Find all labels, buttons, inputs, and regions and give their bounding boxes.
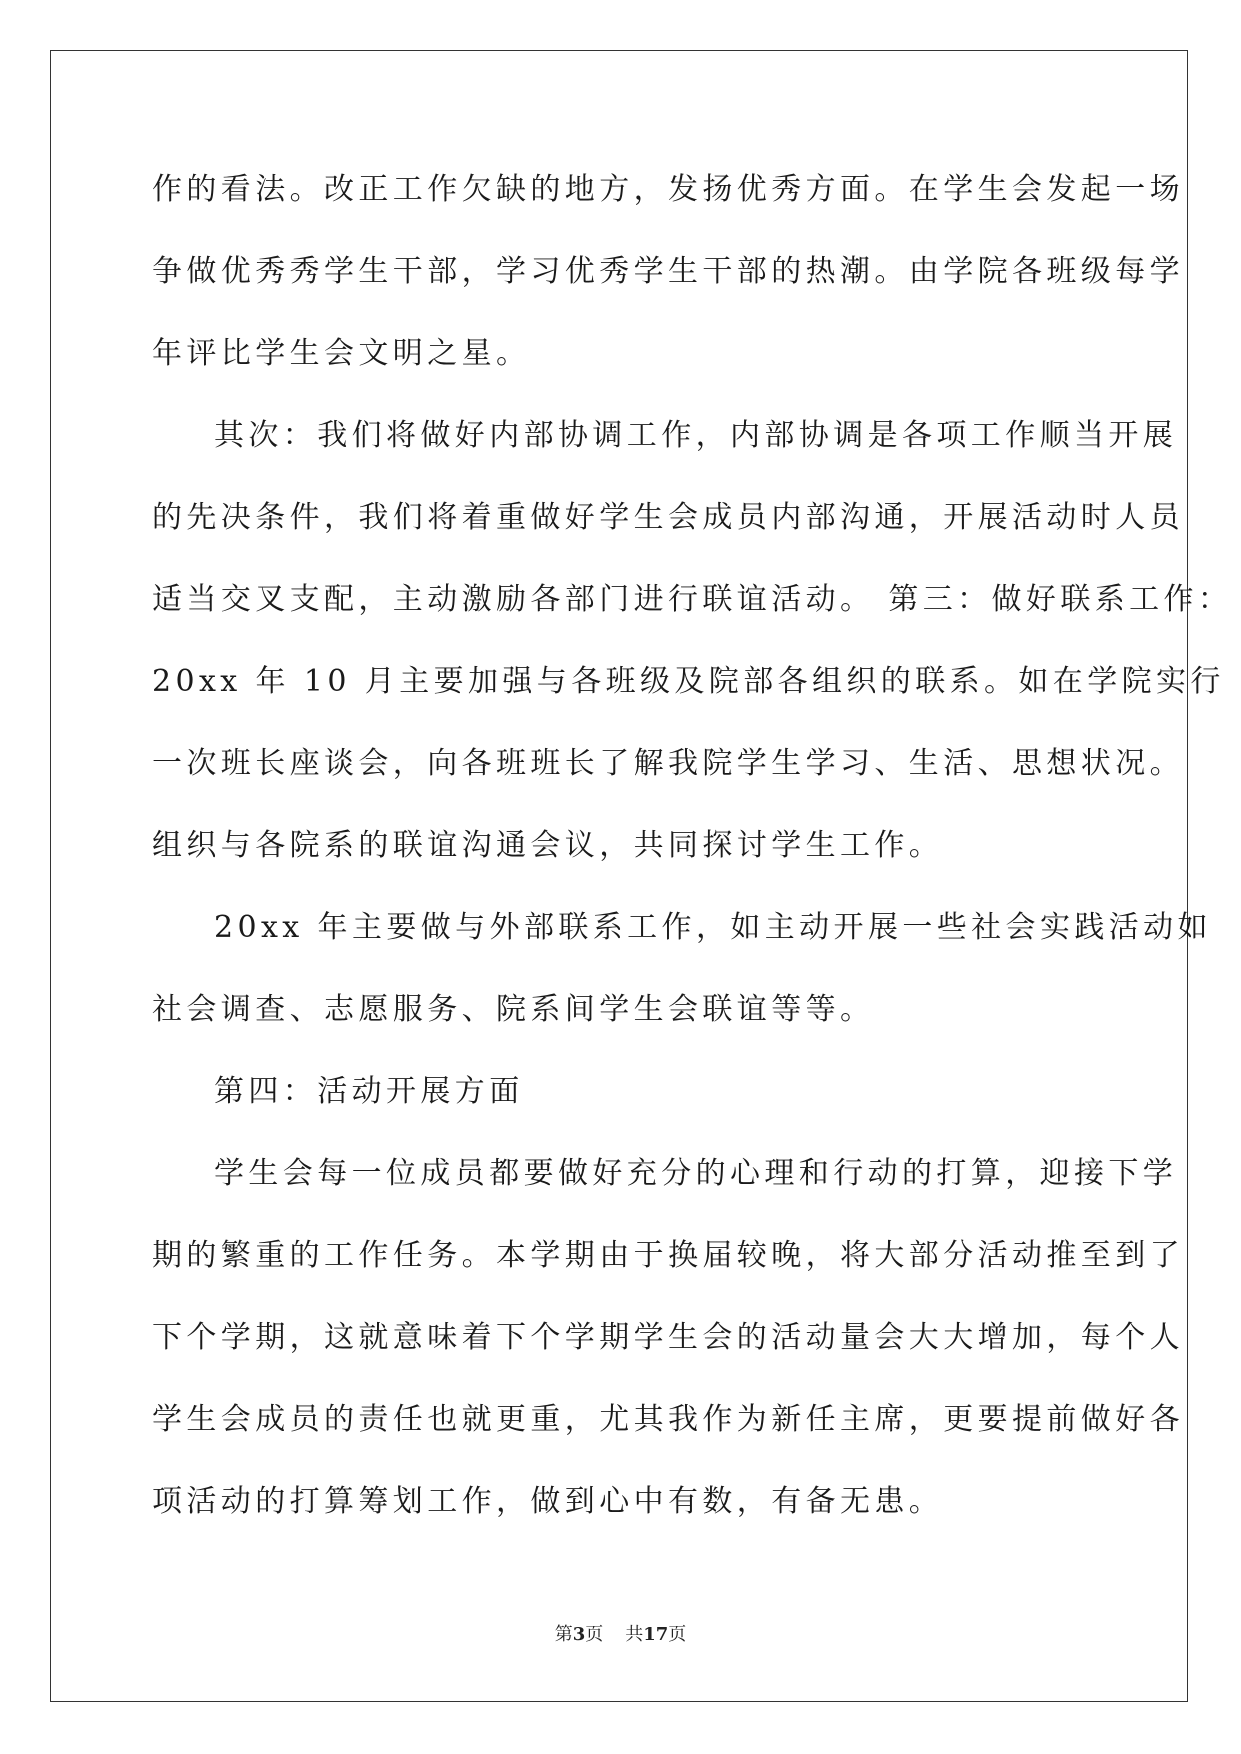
total-prefix: 共 [625,1624,644,1645]
body-line-9: 组织与各院系的联谊沟通会议，共同探讨学生工作。 [152,828,944,863]
page-footer [0,1620,1241,1646]
body-line-15: 下个学期，这就意味着下个学期学生会的活动量会大大增加，每个人 [152,1320,1184,1355]
body-line-4: 其次：我们将做好内部协调工作，内部协调是各项工作顺当开展 [214,418,1178,453]
body-line-10: 20xx 年主要做与外部联系工作，如主动开展一些社会实践活动如 [214,910,1212,945]
body-line-2: 争做优秀秀学生干部，学习优秀学生干部的热潮。由学院各班级每学 [152,254,1184,289]
page-current: 3 [572,1624,586,1645]
body-line-14: 期的繁重的工作任务。本学期由于换届较晚，将大部分活动推至到了 [152,1238,1184,1273]
page-total: 17 [643,1624,669,1645]
body-line-5: 的先决条件，我们将着重做好学生会成员内部沟通，开展活动时人员 [152,500,1184,535]
body-line-3: 年评比学生会文明之星。 [152,336,531,371]
document-body [152,164,1233,1558]
body-line-8: 一次班长座谈会，向各班班长了解我院学生学习、生活、思想状况。 [152,746,1184,781]
body-line-7: 20xx 年 10 月主要加强与各班级及院部各组织的联系。如在学院实行 [152,664,1225,699]
section-heading-activities: 第四：活动开展方面 [214,1074,524,1109]
body-line-16: 学生会成员的责任也就更重，尤其我作为新任主席，更要提前做好各 [152,1402,1184,1437]
page-suffix: 页 [585,1624,604,1645]
body-line-11: 社会调查、志愿服务、院系间学生会联谊等等。 [152,992,875,1027]
body-line-17: 项活动的打算筹划工作，做到心中有数，有备无患。 [152,1484,944,1519]
body-line-6: 适当交叉支配，主动激励各部门进行联谊活动。 第三：做好联系工作： [152,582,1233,617]
body-line-13: 学生会每一位成员都要做好充分的心理和行动的打算，迎接下学 [214,1156,1178,1191]
page-prefix: 第 [554,1624,573,1645]
body-line-1: 作的看法。改正工作欠缺的地方，发扬优秀方面。在学生会发起一场 [152,172,1184,207]
total-suffix: 页 [668,1624,687,1645]
